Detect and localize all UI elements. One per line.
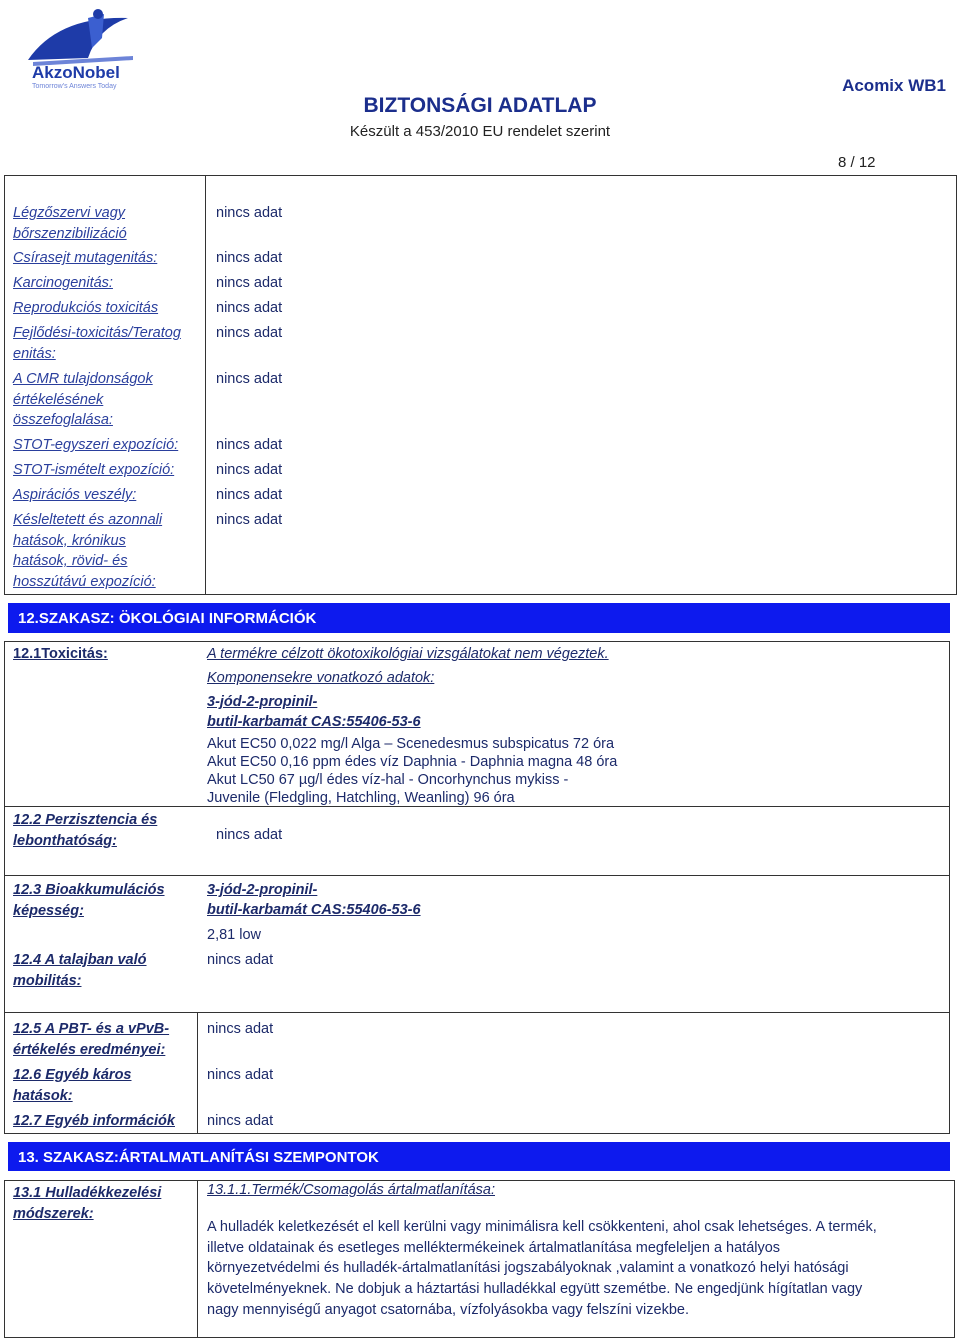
tox-value-sensitisation: nincs adat xyxy=(216,205,283,221)
tox-value-teratogenicity: nincs adat xyxy=(216,325,283,341)
bioaccumulation-component-line-2: butil-karbamát CAS:55406-53-6 xyxy=(207,902,421,918)
section-13-header: 13. SZAKASZ:ÁRTALMATLANÍTÁSI SZEMPONTOK xyxy=(8,1142,950,1171)
waste-methods-label-line-2: módszerek: xyxy=(13,1206,94,1222)
toxicity-text: A termékre célzott ökotoxikológiai vizsgálatokat nem végeztek. xyxy=(207,646,609,662)
mobility-value: nincs adat xyxy=(207,952,274,968)
persistence-label-line-1: 12.2 Perzisztencia és xyxy=(13,812,158,828)
tox-value-cmr-summary: nincs adat xyxy=(216,371,283,387)
tox-line-2: Akut EC50 0,16 ppm édes víz Daphnia - Daphnia magna 48 óra xyxy=(207,754,618,770)
disposal-line-2: illetve oldatainak és esetleges melléktermékeinek ártalmatlanítása megfeleljen a hatályos xyxy=(207,1240,781,1256)
tox-value-aspiration: nincs adat xyxy=(216,487,283,503)
bioaccumulation-component-line-1: 3-jód-2-propinil- xyxy=(207,882,318,898)
bioaccumulation-label-line-1: 12.3 Bioakkumulációs xyxy=(13,882,165,898)
mobility-label-line-1: 12.4 A talajban való xyxy=(13,952,147,968)
tox-line-3: Akut LC50 67 µg/l édes víz-hal - Oncorhynchus mykiss - xyxy=(207,772,569,788)
disposal-line-4: követelményeknek. Ne dobjuk a háztartási hulladékkal együtt szemétbe. Ne engedjünk hígítatlan vagy xyxy=(207,1281,863,1297)
disposal-line-1: A hulladék keletkezését el kell kerülni vagy minimálisra kell csökkenteni, ahol csak lehetséges. A termék, xyxy=(207,1219,877,1235)
tox-value-mutagenicity: nincs adat xyxy=(216,250,283,266)
tox-label-aspiration: Aspirációs veszély: xyxy=(13,487,137,503)
pbt-label-line-2: értékelés eredményei: xyxy=(13,1042,166,1058)
disposal-subheading: 13.1.1.Termék/Csomagolás ártalmatlanítása: xyxy=(207,1182,495,1198)
other-effects-label-line-1: 12.6 Egyéb káros xyxy=(13,1067,132,1083)
component-heading: Komponensekre vonatkozó adatok: xyxy=(207,670,435,686)
product-name: Acomix WB1 xyxy=(842,76,946,95)
svg-text:Tomorrow's Answers Today: Tomorrow's Answers Today xyxy=(32,83,117,90)
toxicology-table-divider xyxy=(205,175,206,595)
component-name-line-2: butil-karbamát CAS:55406-53-6 xyxy=(207,714,421,730)
tox-label-delayed-effects: Késleltetett és azonnali hatások, krónikus hatások, rövid- és hosszútávú expozíció: xyxy=(13,512,163,590)
other-effects-label-line-2: hatások: xyxy=(13,1088,73,1104)
tox-label-mutagenicity: Csírasejt mutagenitás: xyxy=(13,250,158,266)
other-info-label: 12.7 Egyéb információk xyxy=(13,1113,175,1129)
section-12-divider xyxy=(4,806,950,807)
tox-value-carcinogenicity: nincs adat xyxy=(216,275,283,291)
tox-label-reproductive: Reprodukciós toxicitás xyxy=(13,300,159,316)
document-subtitle: Készült a 453/2010 EU rendelet szerint xyxy=(349,123,611,140)
tox-value-stot-repeated: nincs adat xyxy=(216,462,283,478)
tox-label-stot-single: STOT-egyszeri expozíció: xyxy=(13,437,179,453)
document-title: BIZTONSÁGI ADATLAP xyxy=(363,94,597,117)
tox-label-cmr-summary: A CMR tulajdonságok értékelésének összefoglalása: xyxy=(13,371,153,428)
other-effects-value: nincs adat xyxy=(207,1067,274,1083)
pbt-label-line-1: 12.5 A PBT- és a vPvB- xyxy=(13,1021,170,1037)
persistence-label-line-2: lebonthatóság: xyxy=(13,833,117,849)
akzonobel-logo xyxy=(18,8,143,92)
bioaccumulation-value: 2,81 low xyxy=(207,927,262,943)
page-number: 8 / 12 xyxy=(838,154,876,171)
waste-methods-label-line-1: 13.1 Hulladékkezelési xyxy=(13,1185,162,1201)
section-12-header: 12.SZAKASZ: ÖKOLÓGIAI INFORMÁCIÓK xyxy=(8,603,950,633)
tox-line-1: Akut EC50 0,022 mg/l Alga – Scenedesmus subspicatus 72 óra xyxy=(207,736,615,752)
tox-label-teratogenicity: Fejlődési-toxicitás/Teratogenitás: xyxy=(13,325,181,362)
tox-value-reproductive: nincs adat xyxy=(216,300,283,316)
component-name-line-1: 3-jód-2-propinil- xyxy=(207,694,318,710)
disposal-line-5: nagy mennyiségű anyagot csatornába, vízfolyásokba vagy felszíni vizekbe. xyxy=(207,1302,689,1318)
mobility-label-line-2: mobilitás: xyxy=(13,973,82,989)
tox-line-4: Juvenile (Fledgling, Hatchling, Weanling) 96 óra xyxy=(207,790,515,806)
logo-wordmark: AkzoNobel xyxy=(32,63,120,82)
other-info-value: nincs adat xyxy=(207,1113,274,1129)
disposal-line-3: környezetvédelmi és hulladék-ártalmatlanítási jogszabályoknak ,valamint a vonatkozó helyi hatósági xyxy=(207,1260,849,1276)
bioaccumulation-label-line-2: képesség: xyxy=(13,903,84,919)
tox-label-stot-repeated: STOT-ismételt expozíció: xyxy=(13,462,175,478)
toxicity-label: 12.1Toxicitás: xyxy=(13,646,108,662)
section-12-box-c-divider xyxy=(197,1012,198,1134)
section-13-divider xyxy=(197,1180,198,1338)
persistence-value: nincs adat xyxy=(216,827,283,843)
tox-value-delayed-effects: nincs adat xyxy=(216,512,283,528)
tox-label-sensitisation: Légzőszervi vagy bőrszenzibilizáció xyxy=(13,205,127,242)
tox-label-carcinogenicity: Karcinogenitás: xyxy=(13,275,113,291)
pbt-value: nincs adat xyxy=(207,1021,274,1037)
tox-value-stot-single: nincs adat xyxy=(216,437,283,453)
